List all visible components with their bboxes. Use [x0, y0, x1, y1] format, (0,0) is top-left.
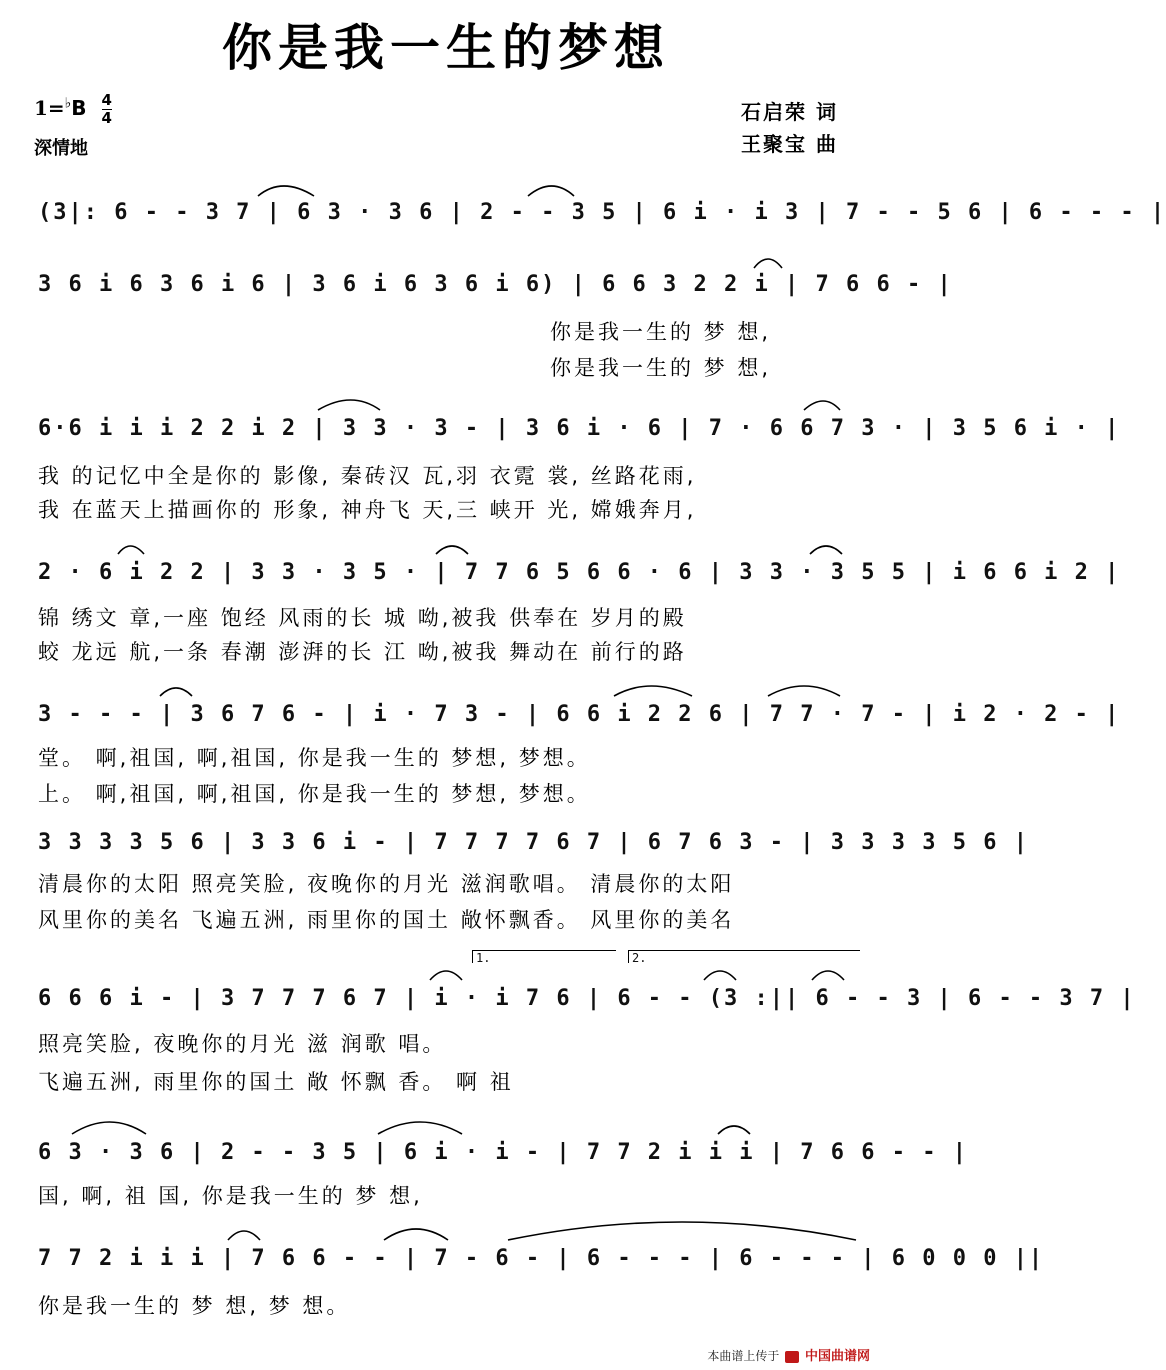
source-footer: [707, 1345, 870, 1364]
time-signature: [102, 92, 112, 127]
slur: [810, 546, 842, 554]
lyric-row-8: 国, 啊, 祖 国, 你是我一生的 梦 想,: [38, 1184, 423, 1208]
slur: [528, 186, 574, 196]
lyric-row-6-verse-2: 风里你的美名 飞遍五洲, 雨里你的国土 敞怀飘香。 风里你的美名: [38, 908, 735, 932]
lyric-row-7-verse-2: 飞遍五洲, 雨里你的国土 敞 怀飘 香。 啊 祖: [38, 1070, 514, 1094]
notation-row-8: 6 3 · 3 6 | 2 - - 3 5 | 6 i · i - | 7 7 2 i i i | 7 6 6 - - |: [38, 1140, 968, 1165]
slur: [160, 688, 192, 696]
lyric-row-4-verse-2: 蛟 龙远 航,一条 春潮 澎湃的长 江 呦,被我 舞动在 前行的路: [38, 640, 687, 664]
lyric-row-7-verse-1: 照亮笑脸, 夜晚你的月光 滋 润歌 唱。: [38, 1032, 447, 1056]
slur: [804, 401, 840, 410]
song-title: 你是我一生的梦想: [222, 19, 670, 77]
slur: [228, 1231, 260, 1240]
notation-row-4: 2 · 6 i 2 2 | 3 3 · 3 5 · | 7 7 6 5 6 6 · 6 | 3 3 · 3 5 5 | i 6 6 i 2 |: [38, 560, 1121, 585]
composer-credit: 王聚宝 曲: [741, 132, 838, 156]
key-prefix: 1=: [34, 96, 65, 120]
lyric-row-2-verse-1: 你是我一生的 梦 想,: [550, 320, 772, 344]
lyric-row-6-verse-1: 清晨你的太阳 照亮笑脸, 夜晚你的月光 滋润歌唱。 清晨你的太阳: [38, 872, 735, 896]
lyric-row-2-verse-2: 你是我一生的 梦 想,: [550, 356, 772, 380]
slur: [118, 546, 144, 554]
slur: [72, 1122, 146, 1134]
lyric-row-4-verse-1: 锦 绣文 章,一座 饱经 风雨的长 城 呦,被我 供奉在 岁月的殿: [38, 606, 687, 630]
lyricist-credit: 石启荣 词: [741, 100, 838, 124]
notation-row-7: 6 6 6 i - | 3 7 7 7 6 7 | i · i 7 6 | 6 - - (3 :|| 6 - - 3 | 6 - - 3 7 |: [38, 986, 1136, 1011]
slur: [258, 186, 314, 196]
slur: [704, 971, 736, 980]
site-logo-icon: [785, 1351, 799, 1363]
slur: [378, 1122, 462, 1134]
site-brand[interactable]: 中国曲谱网: [804, 1349, 870, 1364]
lyric-row-3-verse-2: 我 在蓝天上描画你的 形象, 神舟飞 天,三 峡开 光, 嫦娥奔月,: [38, 498, 697, 522]
slur: [508, 1222, 856, 1240]
slur: [754, 259, 782, 268]
second-ending-bracket: 2.: [628, 950, 860, 963]
slur: [384, 1229, 448, 1240]
slur: [318, 400, 380, 410]
key-note: B: [71, 96, 87, 120]
slur: [812, 971, 844, 980]
footer-text: 本曲谱上传于: [707, 1349, 780, 1363]
notation-row-3: 6·6 i i i 2 2 i 2 | 3 3 · 3 - | 3 6 i · 6 | 7 · 6 6 7 3 · | 3 5 6 i · |: [38, 416, 1121, 441]
lyric-row-3-verse-1: 我 的记忆中全是你的 影像, 秦砖汉 瓦,羽 衣霓 裳, 丝路花雨,: [38, 464, 697, 488]
slur: [430, 971, 462, 980]
notation-row-1: (3|: 6 - - 3 7 | 6 3 · 3 6 | 2 - - 3 5 | 6 i · i 3 | 7 - - 5 6 | 6 - - - |: [38, 200, 1166, 225]
slur: [718, 1126, 750, 1134]
notation-row-9: 7 7 2 i i i | 7 6 6 - - | 7 - 6 - | 6 - - - | 6 - - - | 6 0 0 0 ||: [38, 1246, 1045, 1271]
first-ending-bracket: 1.: [472, 950, 616, 963]
slur: [768, 686, 840, 696]
flat-sign: ♭: [64, 95, 72, 112]
notation-row-6: 3 3 3 3 5 6 | 3 3 6 i - | 7 7 7 7 6 7 | 6 7 6 3 - | 3 3 3 3 5 6 |: [38, 830, 1029, 855]
key-signature: [34, 92, 112, 127]
notation-row-5: 3 - - - | 3 6 7 6 - | i · 7 3 - | 6 6 i 2 2 6 | 7 7 · 7 - | i 2 · 2 - |: [38, 702, 1121, 727]
lyric-row-5-verse-2: 上。 啊,祖国, 啊,祖国, 你是我一生的 梦想, 梦想。: [38, 782, 591, 806]
slur: [614, 686, 692, 696]
time-top: 4: [101, 91, 112, 109]
lyric-row-5-verse-1: 堂。 啊,祖国, 啊,祖国, 你是我一生的 梦想, 梦想。: [38, 746, 591, 770]
lyric-row-9: 你是我一生的 梦 想, 梦 想。: [38, 1294, 351, 1318]
time-bottom: 4: [101, 109, 112, 127]
notation-row-2: 3 6 i 6 3 6 i 6 | 3 6 i 6 3 6 i 6) | 6 6 3 2 2 i | 7 6 6 - |: [38, 272, 953, 297]
slur: [436, 546, 468, 554]
tempo-marking: 深情地: [34, 138, 88, 159]
